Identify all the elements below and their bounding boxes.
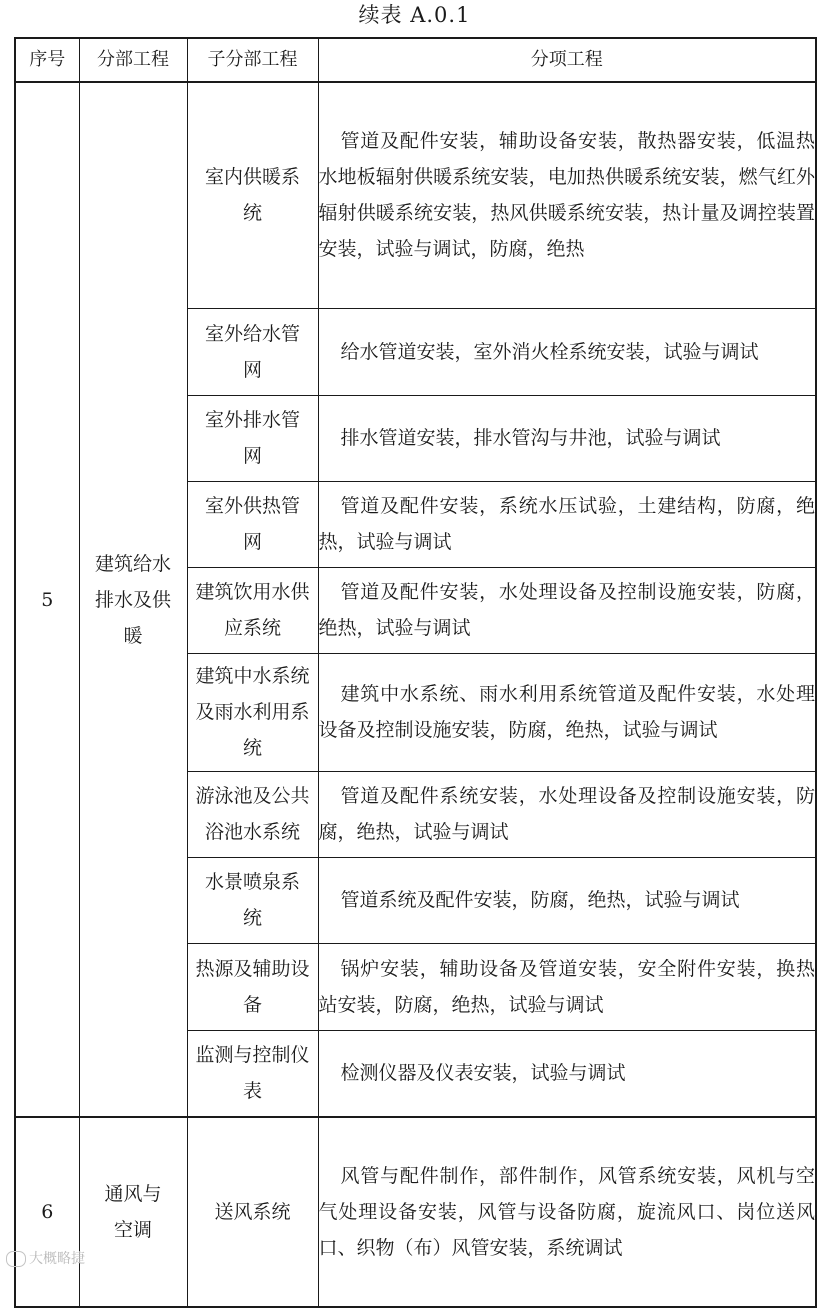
watermark: [6, 1248, 85, 1268]
subdivision-cell: [187, 857, 318, 943]
table-row: [15, 82, 816, 308]
header-division: 分部工程: [79, 38, 187, 82]
item-cell: 管道及配件安装，辅助设备安装，散热器安装，低温热水地板辐射供暖系统安装，电加热供暖系统安装，燃气红外辐射供暖系统安装，热风供暖系统安装，热计量及调控装置安装，试验与调试，防腐，绝热: [318, 82, 816, 308]
subdivision-label: 水景喷泉系统: [204, 871, 300, 929]
subdivision-cell: [187, 653, 318, 771]
item-cell: 管道及配件安装，水处理设备及控制设施安装，防腐，绝热，试验与调试: [318, 567, 816, 653]
item-cell: 检测仪器及仪表安装，试验与调试: [318, 1030, 816, 1117]
subdivision-label: 建筑饮用水供应系统: [195, 581, 310, 639]
subdivision-label: 室外排水管网: [204, 409, 300, 467]
item-cell: 给水管道安装，室外消火栓系统安装，试验与调试: [318, 308, 816, 395]
chat-bubble-icon: [6, 1251, 26, 1267]
item-cell: 风管与配件制作，部件制作，风管系统安装，风机与空气处理设备安装，风管与设备防腐，旋流风口、岗位送风口、织物（布）风管安装，系统调试: [318, 1117, 816, 1307]
item-cell: 建筑中水系统、雨水利用系统管道及配件安装，水处理设备及控制设施安装，防腐，绝热，试验与调试: [318, 653, 816, 771]
item-cell: 管道及配件安装，系统水压试验，土建结构，防腐，绝热，试验与调试: [318, 481, 816, 567]
subdivision-cell: [187, 308, 318, 395]
seq-cell: 5: [15, 82, 79, 1117]
division-cell: [79, 1117, 187, 1307]
subdivision-label: 游泳池及公共浴池水系统: [195, 785, 310, 843]
subdivision-label: 室内供暖系统: [204, 166, 300, 225]
subdivision-table: [14, 37, 817, 1308]
subdivision-cell: [187, 1117, 318, 1307]
subdivision-cell: [187, 771, 318, 857]
subdivision-label: 建筑中水系统及雨水利用系统: [195, 665, 310, 759]
division-label: 通风与空调: [104, 1183, 162, 1241]
table-header-row: [15, 38, 816, 82]
subdivision-label: 监测与控制仪表: [195, 1044, 310, 1103]
table-title: 续表 A.0.1: [358, 3, 471, 27]
subdivision-cell: [187, 567, 318, 653]
division-label: 建筑给水排水及供暖: [94, 552, 171, 647]
seq-cell: 6: [15, 1117, 79, 1307]
header-subdivision: 子分部工程: [187, 38, 318, 82]
subdivision-cell: [187, 1030, 318, 1117]
subdivision-cell: [187, 481, 318, 567]
subdivision-cell: [187, 82, 318, 308]
subdivision-label: 室外给水管网: [204, 322, 300, 381]
subdivision-cell: [187, 395, 318, 481]
watermark-text: 大概略捷: [29, 1251, 85, 1267]
subdivision-label: 室外供热管网: [204, 495, 300, 553]
item-cell: 管道及配件系统安装，水处理设备及控制设施安装，防腐，绝热，试验与调试: [318, 771, 816, 857]
header-seq: 序号: [15, 38, 79, 82]
subdivision-label: 送风系统: [214, 1201, 291, 1223]
division-cell: [79, 82, 187, 1117]
subdivision-cell: [187, 943, 318, 1030]
item-cell: 排水管道安装，排水管沟与井池，试验与调试: [318, 395, 816, 481]
item-cell: 锅炉安装，辅助设备及管道安装，安全附件安装，换热站安装，防腐，绝热，试验与调试: [318, 943, 816, 1030]
item-cell: 管道系统及配件安装，防腐，绝热，试验与调试: [318, 857, 816, 943]
subdivision-label: 热源及辅助设备: [195, 957, 310, 1016]
header-item: 分项工程: [318, 38, 816, 82]
table-row: [15, 1117, 816, 1307]
